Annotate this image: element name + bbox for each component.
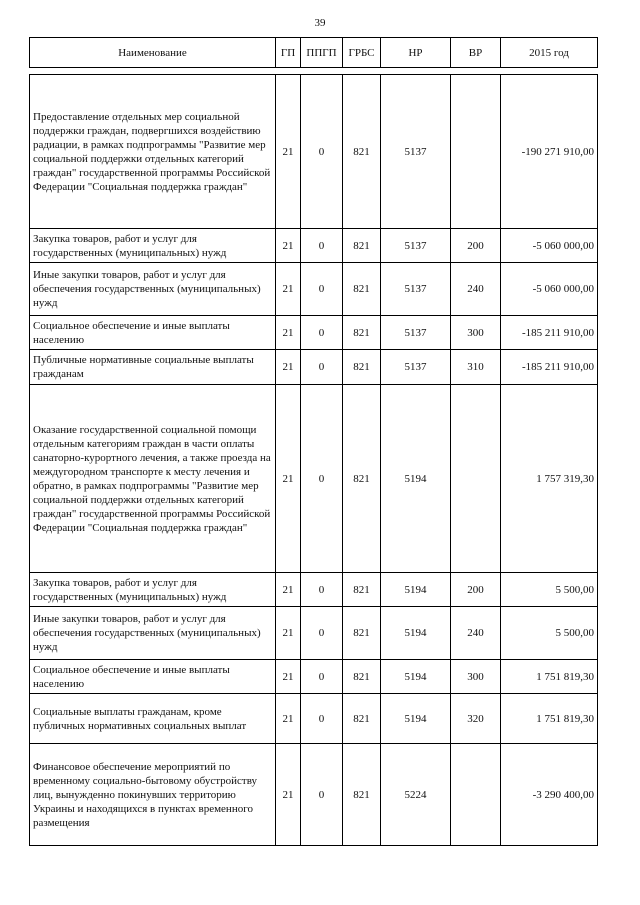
row-nr: 5137 xyxy=(381,75,451,229)
row-gp: 21 xyxy=(276,229,301,263)
row-grbs: 821 xyxy=(343,385,381,573)
row-gp: 21 xyxy=(276,385,301,573)
row-grbs: 821 xyxy=(343,744,381,846)
row-ppgp: 0 xyxy=(301,316,343,350)
row-ppgp: 0 xyxy=(301,694,343,744)
row-ppgp: 0 xyxy=(301,229,343,263)
table-row xyxy=(30,744,598,846)
row-amount: 5 500,00 xyxy=(501,573,598,607)
row-name: Предоставление отдельных мер социальной поддержки граждан, подвергшихся воздействию радиации, в рамках подпрограммы "Развитие мер социальной поддержки отдельных категорий граждан" государственной программы Российской Федерации "Социальная поддержка граждан" xyxy=(30,75,276,229)
row-name: Иные закупки товаров, работ и услуг для обеспечения государственных (муниципальных) нужд xyxy=(30,607,276,660)
table-row xyxy=(30,660,598,694)
table-spacer xyxy=(30,68,598,75)
row-nr: 5194 xyxy=(381,573,451,607)
row-vr: 310 xyxy=(451,350,501,385)
row-amount: -185 211 910,00 xyxy=(501,350,598,385)
row-vr: 240 xyxy=(451,263,501,316)
row-amount: -5 060 000,00 xyxy=(501,229,598,263)
row-vr: 200 xyxy=(451,573,501,607)
table-row xyxy=(30,263,598,316)
row-gp: 21 xyxy=(276,350,301,385)
row-nr: 5194 xyxy=(381,660,451,694)
table-row xyxy=(30,385,598,573)
row-grbs: 821 xyxy=(343,660,381,694)
row-name: Социальное обеспечение и иные выплаты населению xyxy=(30,660,276,694)
row-grbs: 821 xyxy=(343,573,381,607)
header-name: Наименование xyxy=(30,38,276,68)
row-name: Финансовое обеспечение мероприятий по временному социально-бытовому обустройству лиц, вынужденно покинувших территорию Украины и находящихся в пунктах временного размещения xyxy=(30,744,276,846)
row-ppgp: 0 xyxy=(301,744,343,846)
row-amount: 5 500,00 xyxy=(501,607,598,660)
row-gp: 21 xyxy=(276,744,301,846)
row-ppgp: 0 xyxy=(301,573,343,607)
table-row xyxy=(30,573,598,607)
row-nr: 5137 xyxy=(381,350,451,385)
row-vr: 200 xyxy=(451,229,501,263)
row-ppgp: 0 xyxy=(301,263,343,316)
row-grbs: 821 xyxy=(343,263,381,316)
row-nr: 5137 xyxy=(381,229,451,263)
header-gp: ГП xyxy=(276,38,301,68)
table-row xyxy=(30,229,598,263)
row-vr xyxy=(451,744,501,846)
header-vr: ВР xyxy=(451,38,501,68)
header-grbs: ГРБС xyxy=(343,38,381,68)
row-name: Публичные нормативные социальные выплаты гражданам xyxy=(30,350,276,385)
row-vr xyxy=(451,385,501,573)
row-gp: 21 xyxy=(276,573,301,607)
table-row xyxy=(30,694,598,744)
row-name: Социальные выплаты гражданам, кроме публичных нормативных социальных выплат xyxy=(30,694,276,744)
budget-table xyxy=(29,37,598,846)
row-grbs: 821 xyxy=(343,607,381,660)
row-amount: 1 751 819,30 xyxy=(501,660,598,694)
table-row xyxy=(30,316,598,350)
row-amount: -5 060 000,00 xyxy=(501,263,598,316)
row-gp: 21 xyxy=(276,263,301,316)
row-grbs: 821 xyxy=(343,694,381,744)
row-name: Социальное обеспечение и иные выплаты населению xyxy=(30,316,276,350)
row-grbs: 821 xyxy=(343,75,381,229)
row-name: Оказание государственной социальной помощи отдельным категориям граждан в части оплаты санаторно-курортного лечения, а также проезда на междугородном транспорте к месту лечения и обратно, в рамках подпрограммы "Развитие мер социальной поддержки отдельных категорий граждан" государственной программы Российской Федерации "Социальная поддержка граждан" xyxy=(30,385,276,573)
table-row xyxy=(30,350,598,385)
row-name: Закупка товаров, работ и услуг для государственных (муниципальных) нужд xyxy=(30,229,276,263)
row-name: Иные закупки товаров, работ и услуг для обеспечения государственных (муниципальных) нужд xyxy=(30,263,276,316)
row-nr: 5194 xyxy=(381,607,451,660)
table-row xyxy=(30,75,598,229)
page-number: 39 xyxy=(314,17,326,29)
row-ppgp: 0 xyxy=(301,350,343,385)
row-ppgp: 0 xyxy=(301,75,343,229)
row-vr: 320 xyxy=(451,694,501,744)
row-gp: 21 xyxy=(276,607,301,660)
row-grbs: 821 xyxy=(343,350,381,385)
row-amount: -190 271 910,00 xyxy=(501,75,598,229)
row-gp: 21 xyxy=(276,660,301,694)
header-year: 2015 год xyxy=(501,38,598,68)
row-grbs: 821 xyxy=(343,316,381,350)
row-vr xyxy=(451,75,501,229)
row-amount: 1 757 319,30 xyxy=(501,385,598,573)
header-nr: НР xyxy=(381,38,451,68)
row-amount: -185 211 910,00 xyxy=(501,316,598,350)
row-nr: 5137 xyxy=(381,263,451,316)
row-ppgp: 0 xyxy=(301,607,343,660)
header-ppgp: ППГП xyxy=(301,38,343,68)
row-ppgp: 0 xyxy=(301,385,343,573)
row-grbs: 821 xyxy=(343,229,381,263)
row-nr: 5137 xyxy=(381,316,451,350)
row-gp: 21 xyxy=(276,75,301,229)
row-ppgp: 0 xyxy=(301,660,343,694)
row-vr: 300 xyxy=(451,660,501,694)
table-header-row xyxy=(30,38,598,68)
row-vr: 300 xyxy=(451,316,501,350)
row-amount: 1 751 819,30 xyxy=(501,694,598,744)
row-nr: 5194 xyxy=(381,385,451,573)
row-amount: -3 290 400,00 xyxy=(501,744,598,846)
row-nr: 5194 xyxy=(381,694,451,744)
table-row xyxy=(30,607,598,660)
row-nr: 5224 xyxy=(381,744,451,846)
row-gp: 21 xyxy=(276,694,301,744)
row-name: Закупка товаров, работ и услуг для государственных (муниципальных) нужд xyxy=(30,573,276,607)
row-vr: 240 xyxy=(451,607,501,660)
row-gp: 21 xyxy=(276,316,301,350)
